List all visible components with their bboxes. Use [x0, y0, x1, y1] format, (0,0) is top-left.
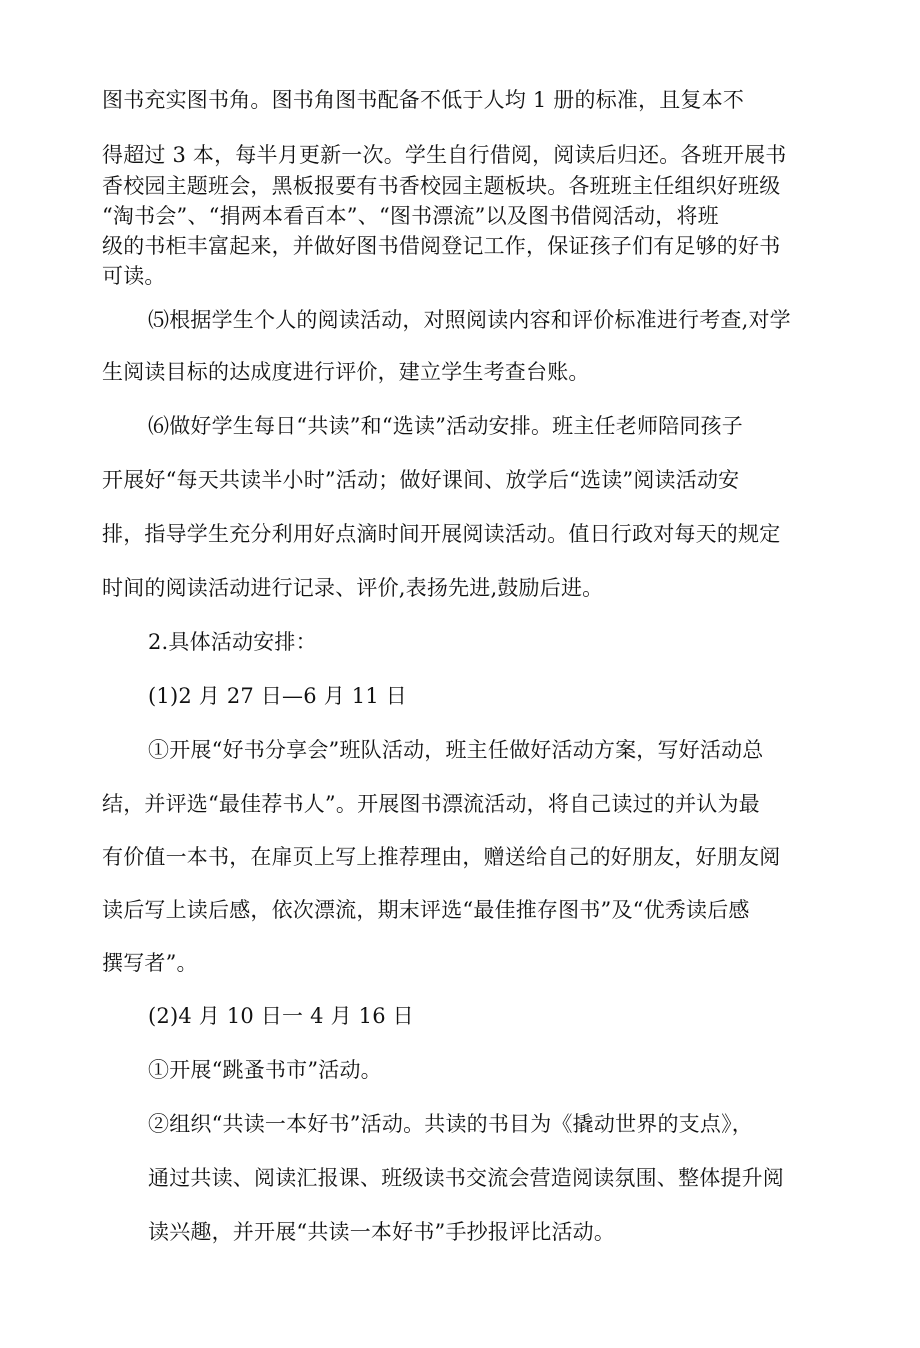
paragraph-first-line: ①开展“好书分享会”班队活动，班主任做好活动方案，写好活动总 [148, 738, 764, 762]
text-line: 生阅读目标的达成度进行评价，建立学生考查台账。 [102, 360, 590, 384]
text-line: 有价值一本书，在扉页上写上推荐理由，赠送给自己的好朋友，好朋友阅 [102, 845, 781, 869]
list-item: ②组织“共读一本好书”活动。共读的书目为《撬动世界的支点》， [148, 1112, 753, 1136]
text-line: 图书充实图书角。图书角图书配备不低于人均 1 册的标准，且复本不 [102, 88, 745, 112]
text-line: 通过共读、阅读汇报课、班级读书交流会营造阅读氛围、整体提升阅 [148, 1166, 784, 1190]
section-heading: 2.具体活动安排： [148, 630, 317, 654]
text-line: 香校园主题班会，黑板报要有书香校园主题板块。各班班主任组织好班级 [102, 174, 781, 198]
date-range-heading: (1)2 月 27 日—6 月 11 日 [148, 684, 407, 708]
text-line: 读后写上读后感，依次漂流，期末评选“最佳推存图书”及“优秀读后感 [102, 898, 750, 922]
paragraph-first-line: ⑹做好学生每日“共读”和“选读”活动安排。班主任老师陪同孩子 [148, 414, 743, 438]
paragraph-first-line: ⑸根据学生个人的阅读活动，对照阅读内容和评价标准进行考查,对学 [148, 308, 791, 332]
text-line: 撰写者”。 [102, 951, 198, 975]
text-line: 排，指导学生充分利用好点滴时间开展阅读活动。值日行政对每天的规定 [102, 522, 781, 546]
text-line: 级的书柜丰富起来，并做好图书借阅登记工作，保证孩子们有足够的好书 [102, 234, 781, 258]
text-line: 读兴趣，并开展“共读一本好书”手抄报评比活动。 [148, 1220, 616, 1244]
list-item: ①开展“跳蚤书市”活动。 [148, 1058, 382, 1082]
text-line: 时间的阅读活动进行记录、评价,表扬先进,鼓励后进。 [102, 576, 604, 600]
text-line: 得超过 3 本，每半月更新一次。学生自行借阅，阅读后归还。各班开展书 [102, 143, 787, 167]
text-line: 可读。 [102, 264, 166, 288]
date-range-heading: (2)4 月 10 日一 4 月 16 日 [148, 1004, 414, 1028]
text-line: 开展好“每天共读半小时”活动；做好课间、放学后“选读”阅读活动安 [102, 468, 740, 492]
text-line: 结，并评选“最佳荐书人”。开展图书漂流活动，将自己读过的并认为最 [102, 792, 760, 816]
text-line: “淘书会”、“捐两本看百本”、“图书漂流”以及图书借阅活动，将班 [102, 204, 719, 228]
